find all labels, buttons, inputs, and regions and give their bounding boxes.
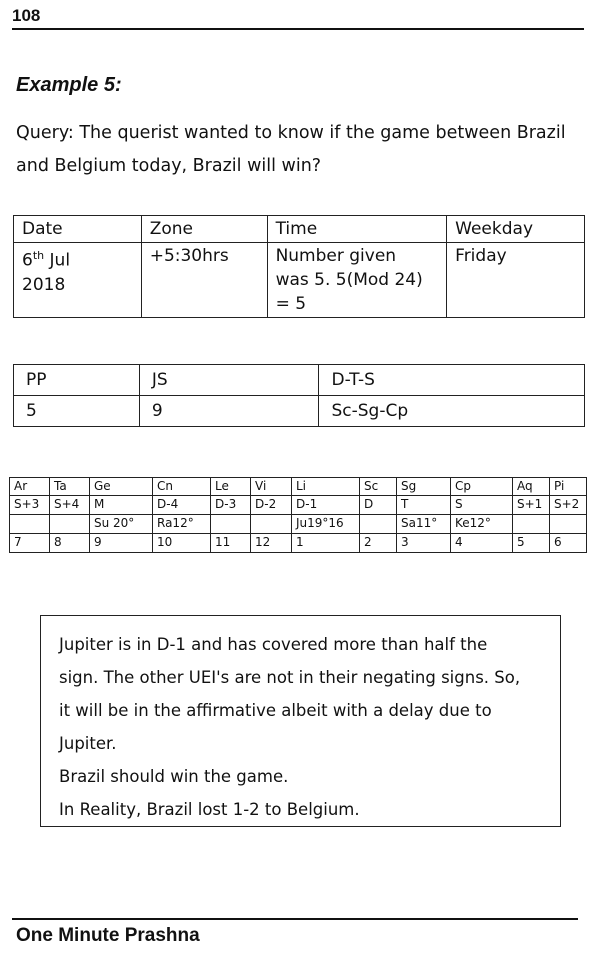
sign-cell: S+4: [50, 496, 90, 515]
js-value: 9: [139, 396, 319, 427]
sign-cell: Ju19°16: [292, 515, 360, 534]
sign-cell: Li: [292, 478, 360, 496]
sign-cell: S+3: [10, 496, 50, 515]
top-rule: [12, 28, 584, 30]
time-line-3: = 5: [275, 294, 307, 314]
analysis-line: sign. The other UEI's are not in their negating signs. So,: [59, 668, 521, 687]
pp-value: 5: [14, 396, 140, 427]
sign-cell: Vi: [251, 478, 292, 496]
date-day: 6: [22, 250, 33, 271]
house-row: [10, 534, 587, 553]
bottom-rule: [12, 918, 578, 920]
date-month: Jul: [44, 250, 71, 271]
result-box: [40, 615, 561, 827]
header-pp: PP: [14, 365, 140, 396]
sign-cell: D-4: [153, 496, 211, 515]
example-heading: Example 5:: [16, 74, 122, 96]
details-table: [13, 215, 585, 318]
sign-cell: Aq: [513, 478, 550, 496]
sign-cell: Su 20°: [90, 515, 153, 534]
sign-cell: [211, 515, 251, 534]
sign-cell: Pi: [550, 478, 587, 496]
time-line-2: was 5. 5(Mod 24): [275, 270, 423, 290]
sign-cell: Ar: [10, 478, 50, 496]
sign-cell: [50, 515, 90, 534]
weekday-cell: Friday: [447, 243, 585, 318]
sign-cell: [550, 515, 587, 534]
sign-cell: M: [90, 496, 153, 515]
analysis-line: Jupiter.: [59, 734, 117, 753]
reality-text: In Reality, Brazil lost 1-2 to Belgium.: [59, 800, 360, 819]
sign-cell: 9: [90, 534, 153, 553]
header-weekday: Weekday: [447, 216, 585, 243]
sign-table: [9, 477, 587, 553]
sign-cell: Cp: [451, 478, 513, 496]
sign-cell: 3: [397, 534, 451, 553]
sign-cell: T: [397, 496, 451, 515]
sign-cell: Cn: [153, 478, 211, 496]
header-zone: Zone: [141, 216, 267, 243]
pp-table: [13, 364, 585, 427]
book-title: One Minute Prashna: [16, 925, 200, 946]
header-dts: D-T-S: [319, 365, 585, 396]
sign-cell: 7: [10, 534, 50, 553]
state-row: [10, 496, 587, 515]
header-js: JS: [139, 365, 319, 396]
page-number: 108: [12, 6, 41, 25]
sign-cell: Ke12°: [451, 515, 513, 534]
header-time: Time: [267, 216, 447, 243]
sign-cell: 10: [153, 534, 211, 553]
sign-cell: 11: [211, 534, 251, 553]
sign-cell: 5: [513, 534, 550, 553]
sign-cell: 4: [451, 534, 513, 553]
sign-row: [10, 478, 587, 496]
sign-cell: 2: [360, 534, 397, 553]
sign-cell: 8: [50, 534, 90, 553]
sign-cell: 6: [550, 534, 587, 553]
sign-cell: Ge: [90, 478, 153, 496]
analysis-line: it will be in the affirmative albeit with a delay due to: [59, 701, 492, 720]
dts-value: Sc-Sg-Cp: [319, 396, 585, 427]
sign-cell: [251, 515, 292, 534]
sign-cell: S: [451, 496, 513, 515]
analysis-line: Jupiter is in D-1 and has covered more than half the: [59, 635, 488, 654]
time-line-1: Number given: [275, 246, 397, 266]
query-text: Query: The querist wanted to know if the game between Brazil and Belgium today, Brazil will win?: [16, 123, 566, 176]
header-date: Date: [14, 216, 142, 243]
analysis-paragraph: [59, 628, 550, 760]
sign-cell: Ra12°: [153, 515, 211, 534]
sign-cell: D: [360, 496, 397, 515]
sign-cell: 12: [251, 534, 292, 553]
sign-cell: Sc: [360, 478, 397, 496]
zone-cell: +5:30hrs: [141, 243, 267, 318]
sign-cell: D-2: [251, 496, 292, 515]
sign-cell: Ta: [50, 478, 90, 496]
sign-cell: [513, 515, 550, 534]
sign-cell: D-3: [211, 496, 251, 515]
date-cell: [14, 243, 142, 318]
sign-cell: [360, 515, 397, 534]
sign-cell: Sa11°: [397, 515, 451, 534]
planet-row: [10, 515, 587, 534]
date-suffix: th: [32, 249, 45, 262]
sign-cell: Sg: [397, 478, 451, 496]
sign-cell: 1: [292, 534, 360, 553]
time-cell: [267, 243, 447, 318]
sign-cell: S+2: [550, 496, 587, 515]
sign-cell: D-1: [292, 496, 360, 515]
sign-cell: Le: [211, 478, 251, 496]
sign-cell: S+1: [513, 496, 550, 515]
sign-cell: [10, 515, 50, 534]
date-year: 2018: [22, 274, 66, 295]
conclusion-text: Brazil should win the game.: [59, 767, 289, 786]
